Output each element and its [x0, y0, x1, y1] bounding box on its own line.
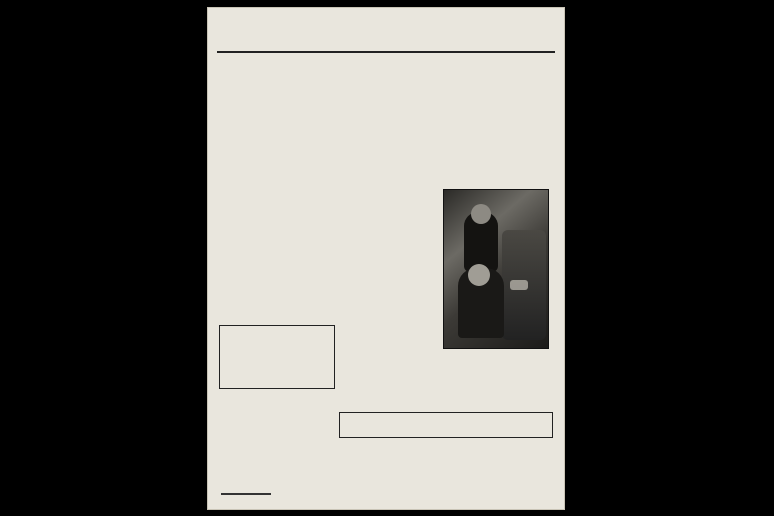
masthead-rule [221, 493, 271, 495]
bottom-text-columns [217, 391, 555, 501]
newspaper-page [207, 7, 565, 510]
photo-head-top [471, 204, 491, 224]
headline-rule [217, 51, 555, 53]
letter-to-editor-box [219, 325, 335, 389]
bottom-title-box [339, 412, 553, 438]
photo-head-bottom [468, 264, 490, 286]
photo-highlight [510, 280, 528, 290]
article-photo [443, 189, 549, 349]
